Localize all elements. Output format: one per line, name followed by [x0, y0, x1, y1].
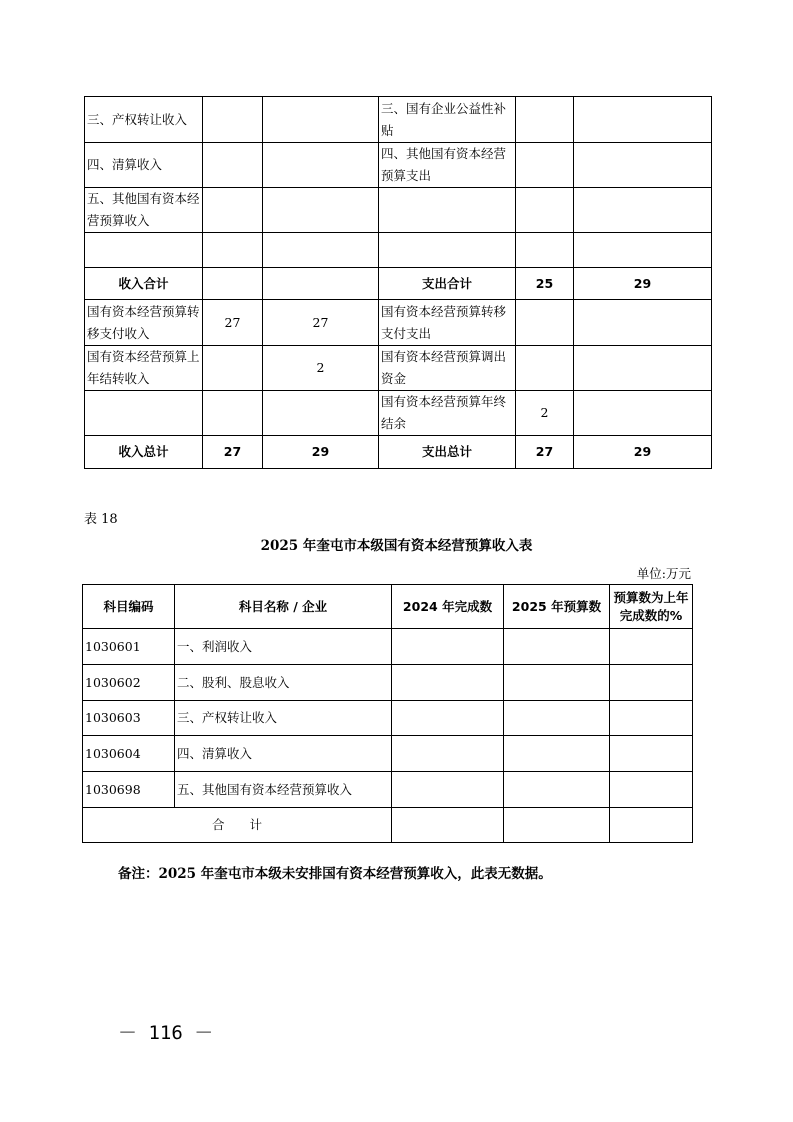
total-2024	[392, 808, 504, 843]
expense-item-label	[379, 233, 516, 268]
budget-balance-table-continued	[84, 96, 712, 469]
expense-value-2025	[574, 391, 712, 436]
expense-subtotal-2025: 29	[574, 268, 712, 300]
table-row	[83, 629, 693, 665]
subject-name: 二、股利、股息收入	[175, 665, 392, 701]
total-label: 合 计	[83, 808, 392, 843]
value-2024	[392, 736, 504, 772]
income-subtotal-row	[85, 268, 712, 300]
income-subtotal-2025	[263, 268, 379, 300]
income-item-label: 国有资本经营预算转移支付收入	[85, 300, 203, 346]
income-value-2024	[203, 188, 263, 233]
expense-value-2025	[574, 233, 712, 268]
income-value-2025: 27	[263, 300, 379, 346]
total-2025	[504, 808, 610, 843]
income-value-2024	[203, 233, 263, 268]
expense-item-label: 四、其他国有资本经营预算支出	[379, 143, 516, 188]
subject-name: 四、清算收入	[175, 736, 392, 772]
value-2025	[504, 629, 610, 665]
table-row	[83, 701, 693, 736]
income-total-label: 收入总计	[85, 436, 203, 469]
income-value-2025	[263, 233, 379, 268]
expense-value-2025	[574, 143, 712, 188]
subject-code: 1030602	[83, 665, 175, 701]
income-item-label: 四、清算收入	[85, 143, 203, 188]
income-item-label	[85, 391, 203, 436]
value-2024	[392, 772, 504, 808]
value-2025	[504, 701, 610, 736]
expense-value-2024	[516, 97, 574, 143]
income-item-label	[85, 233, 203, 268]
table-row	[85, 188, 712, 233]
value-percent	[610, 665, 693, 701]
table-row	[85, 300, 712, 346]
expense-value-2024	[516, 346, 574, 391]
expense-value-2024	[516, 300, 574, 346]
page-number: － 116 －	[118, 1022, 214, 1044]
income-value-2024	[203, 143, 263, 188]
table-number-label: 表 18	[84, 512, 118, 527]
grand-total-row	[85, 436, 712, 469]
income-item-label: 五、其他国有资本经营预算收入	[85, 188, 203, 233]
expense-subtotal-label: 支出合计	[379, 268, 516, 300]
expense-value-2025	[574, 346, 712, 391]
subject-code: 1030601	[83, 629, 175, 665]
income-value-2024	[203, 97, 263, 143]
expense-value-2025	[574, 188, 712, 233]
subject-name: 三、产权转让收入	[175, 701, 392, 736]
table-row	[85, 346, 712, 391]
column-header-2024: 2024 年完成数	[392, 585, 504, 629]
value-2024	[392, 665, 504, 701]
expense-total-2024: 27	[516, 436, 574, 469]
unit-label: 单位:万元	[636, 566, 691, 581]
expense-item-label	[379, 188, 516, 233]
income-value-2025	[263, 391, 379, 436]
income-subtotal-label: 收入合计	[85, 268, 203, 300]
expense-item-label: 国有资本经营预算调出资金	[379, 346, 516, 391]
table-row	[83, 772, 693, 808]
expense-item-label: 国有资本经营预算转移支付支出	[379, 300, 516, 346]
expense-item-label: 国有资本经营预算年终结余	[379, 391, 516, 436]
expense-total-2025: 29	[574, 436, 712, 469]
table-header-row	[83, 585, 693, 629]
expense-item-label: 三、国有企业公益性补贴	[379, 97, 516, 143]
income-value-2024	[203, 346, 263, 391]
income-value-2025: 2	[263, 346, 379, 391]
subject-name: 五、其他国有资本经营预算收入	[175, 772, 392, 808]
footnote: 备注：2025 年奎屯市本级未安排国有资本经营预算收入，此表无数据。	[118, 866, 552, 882]
total-percent	[610, 808, 693, 843]
value-2024	[392, 629, 504, 665]
subject-name: 一、利润收入	[175, 629, 392, 665]
table-row	[85, 233, 712, 268]
value-percent	[610, 629, 693, 665]
value-percent	[610, 736, 693, 772]
value-2025	[504, 772, 610, 808]
income-total-2024: 27	[203, 436, 263, 469]
value-2025	[504, 736, 610, 772]
expense-value-2024	[516, 143, 574, 188]
expense-total-label: 支出总计	[379, 436, 516, 469]
expense-value-2025	[574, 97, 712, 143]
value-percent	[610, 772, 693, 808]
page-title: 2025 年奎屯市本级国有资本经营预算收入表	[260, 538, 533, 554]
expense-value-2024: 2	[516, 391, 574, 436]
income-value-2025	[263, 188, 379, 233]
table-row	[85, 97, 712, 143]
total-row	[83, 808, 693, 843]
expense-value-2024	[516, 188, 574, 233]
income-item-label: 国有资本经营预算上年结转收入	[85, 346, 203, 391]
value-2024	[392, 701, 504, 736]
value-percent	[610, 701, 693, 736]
subject-code: 1030698	[83, 772, 175, 808]
income-value-2024	[203, 391, 263, 436]
expense-subtotal-2024: 25	[516, 268, 574, 300]
column-header-percent: 预算数为上年完成数的%	[610, 585, 693, 629]
income-value-2025	[263, 97, 379, 143]
subject-code: 1030603	[83, 701, 175, 736]
column-header-name: 科目名称 / 企业	[175, 585, 392, 629]
expense-value-2024	[516, 233, 574, 268]
value-2025	[504, 665, 610, 701]
revenue-table	[82, 584, 693, 843]
table-row	[83, 736, 693, 772]
income-value-2025	[263, 143, 379, 188]
income-total-2025: 29	[263, 436, 379, 469]
column-header-2025: 2025 年预算数	[504, 585, 610, 629]
table-row	[85, 391, 712, 436]
expense-value-2025	[574, 300, 712, 346]
table-row	[83, 665, 693, 701]
income-subtotal-2024	[203, 268, 263, 300]
subject-code: 1030604	[83, 736, 175, 772]
column-header-code: 科目编码	[83, 585, 175, 629]
income-item-label: 三、产权转让收入	[85, 97, 203, 143]
table-row	[85, 143, 712, 188]
income-value-2024: 27	[203, 300, 263, 346]
